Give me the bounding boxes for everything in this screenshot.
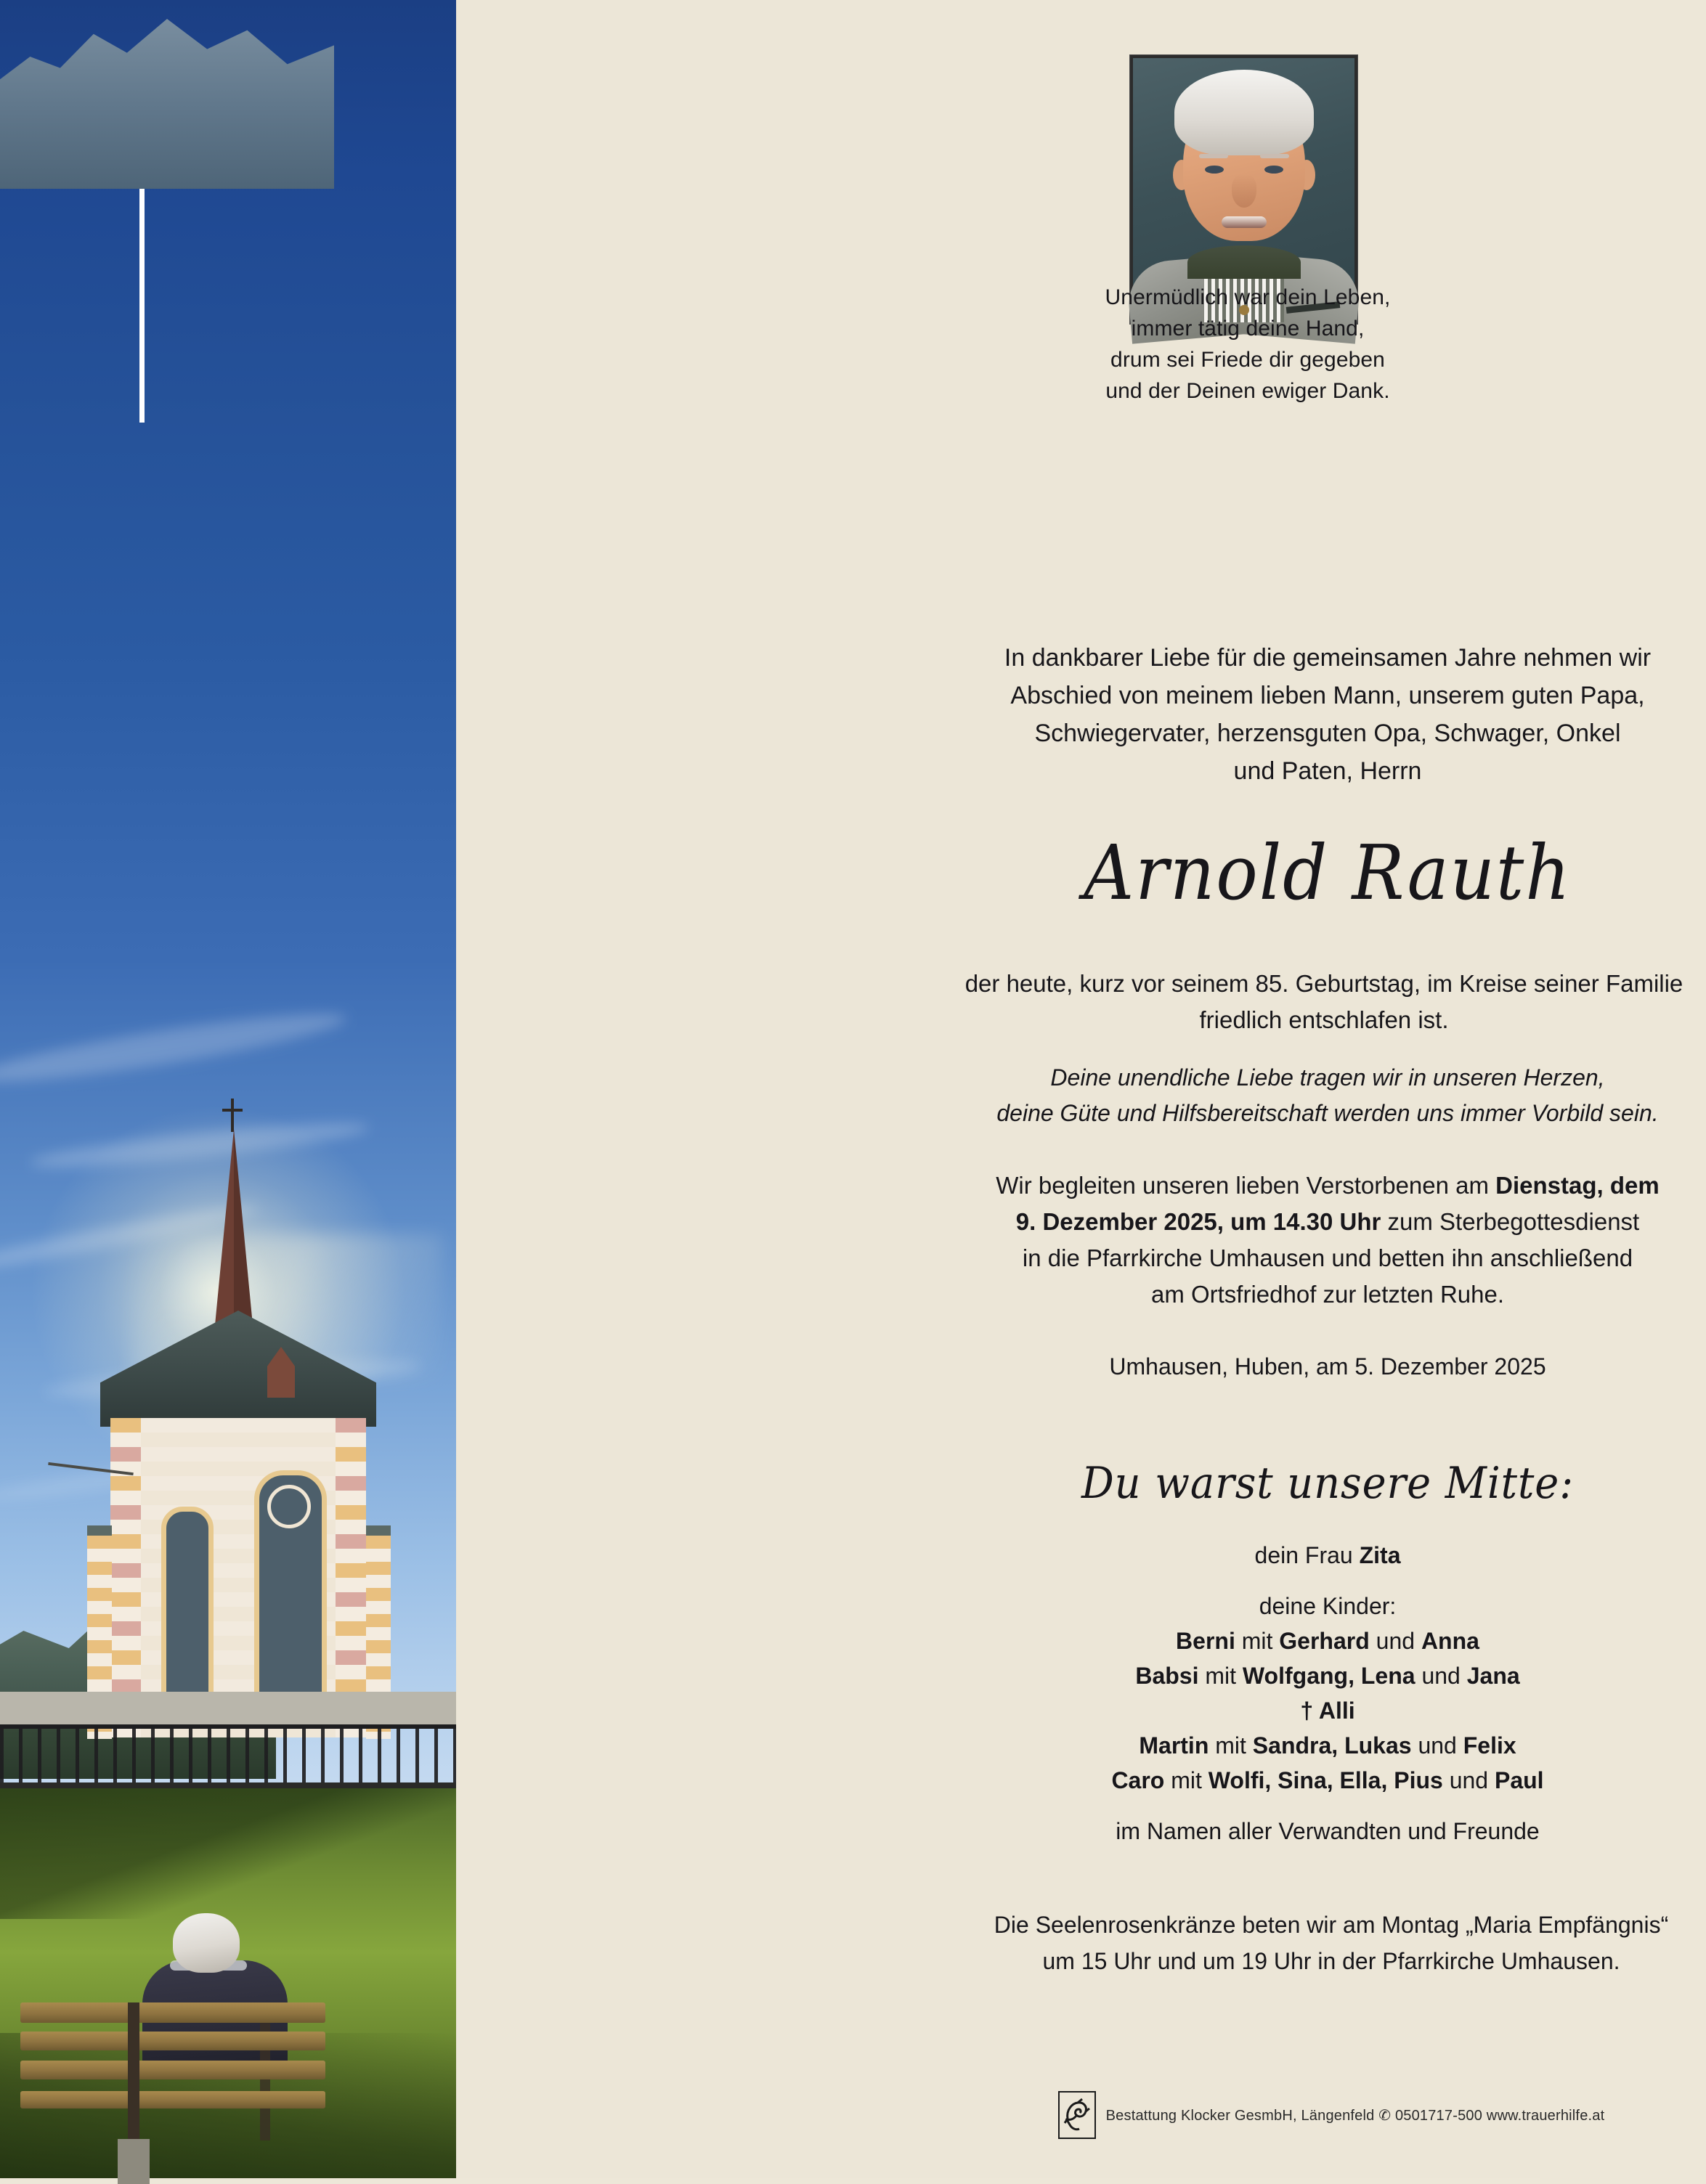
dedication-text (964, 639, 1691, 790)
cemetery-wall (0, 1692, 456, 1727)
dedication-line: Abschied von meinem lieben Mann, unserem guten Papa, (1010, 682, 1645, 709)
relative-name-last: Felix (1463, 1732, 1516, 1759)
dedication-line: und Paten, Herrn (1233, 757, 1422, 785)
funeral-line-1-pre: Wir begleiten unseren lieben Verstorbenen am (996, 1172, 1496, 1199)
funeral-datetime: 9. Dezember 2025, um 14.30 Uhr (1015, 1208, 1381, 1235)
second-verse-line: deine Güte und Hilfsbereitschaft werden uns immer Vorbild sein. (996, 1100, 1659, 1126)
relative-names: Wolfgang, Lena (1242, 1663, 1415, 1689)
child-name: Babsi (1135, 1663, 1199, 1689)
conj-mit: mit (1235, 1628, 1280, 1654)
opening-verse-line: Unermüdlich war dein Leben, (1105, 285, 1391, 309)
wife-name: Zita (1359, 1542, 1401, 1568)
conj-und: und (1369, 1628, 1421, 1654)
fence-rail-top (0, 1724, 456, 1729)
funeral-line-2-post: zum Sterbegottesdienst (1381, 1208, 1640, 1235)
relative-names: Sandra, Lukas (1252, 1732, 1412, 1759)
conj-mit: mit (1209, 1732, 1253, 1759)
child-name: Berni (1176, 1628, 1235, 1654)
fence-rail-bottom (0, 1782, 456, 1788)
conj-und: und (1411, 1732, 1463, 1759)
family-closing: im Namen aller Verwandten und Freunde (1116, 1818, 1540, 1844)
relative-name-last: Jana (1466, 1663, 1520, 1689)
children-label: deine Kinder: (1259, 1593, 1397, 1619)
park-bench (20, 2002, 325, 2177)
family-row (957, 1623, 1698, 1658)
family-row (957, 1658, 1698, 1693)
funeral-line-4: am Ortsfriedhof zur letzten Ruhe. (1150, 1281, 1505, 1308)
conj-und: und (1415, 1663, 1467, 1689)
footer-website: www.trauerhilfe.at (1486, 2107, 1605, 2124)
footer-company: Bestattung Klocker GesmbH, Längenfeld (1105, 2107, 1379, 2124)
deceased-name: Arnold Rauth (1084, 828, 1572, 917)
family-list (957, 1538, 1698, 1849)
place-and-date: Umhausen, Huben, am 5. Dezember 2025 (1109, 1353, 1546, 1380)
sub-name-line: friedlich entschlafen ist. (1199, 1006, 1449, 1033)
sub-name-line: der heute, kurz vor seinem 85. Geburtstag, im Kreise seiner Familie (964, 970, 1683, 997)
wife-label: dein Frau (1254, 1542, 1360, 1568)
opening-verse (1066, 282, 1429, 407)
footer-phone: 0501717-500 (1391, 2107, 1487, 2124)
dedication-line: Schwiegervater, herzensguten Opa, Schwager, Onkel (1034, 720, 1621, 747)
rosary-text (957, 1907, 1705, 1979)
left-photo-panel (0, 0, 456, 2178)
conj-mit: mit (1198, 1663, 1243, 1689)
relative-name-last: Paul (1494, 1767, 1544, 1793)
wife-line (957, 1538, 1698, 1573)
mitte-heading: Du warst unsere Mitte: (1081, 1458, 1574, 1509)
conj-mit: mit (1164, 1767, 1209, 1793)
rose-logo-icon (1058, 2091, 1096, 2139)
funeral-line-1 (964, 1168, 1691, 1204)
relative-names: Wolfi, Sina, Ella, Pius (1208, 1767, 1443, 1793)
second-verse (964, 1060, 1691, 1131)
family-row (957, 1728, 1698, 1763)
funeral-line-3: in die Pfarrkirche Umhausen und betten ihn anschließend (1022, 1244, 1633, 1271)
family-row-deceased (957, 1693, 1698, 1728)
second-verse-line: Deine unendliche Liebe tragen wir in unseren Herzen, (1050, 1064, 1605, 1091)
family-row (957, 1763, 1698, 1798)
deceased-child-name: † Alli (1300, 1698, 1355, 1724)
rosary-line: um 15 Uhr und um 19 Uhr in der Pfarrkirche Umhausen. (1042, 1948, 1620, 1974)
opening-verse-line: und der Deinen ewiger Dank. (1105, 379, 1390, 403)
iron-fence (0, 1724, 456, 1791)
opening-verse-line: drum sei Friede dir gegeben (1110, 348, 1385, 372)
relative-names: Gerhard (1279, 1628, 1370, 1654)
lawn-shadow (0, 1788, 456, 1919)
relative-name-last: Anna (1421, 1628, 1479, 1654)
footer (957, 2091, 1705, 2139)
church-icon (86, 1129, 391, 1782)
telephone-icon: ✆ (1378, 2107, 1392, 2124)
child-name: Caro (1111, 1767, 1165, 1793)
dedication-line: In dankbarer Liebe für die gemeinsamen Jahre nehmen wir (1004, 644, 1652, 672)
seated-man-head (173, 1913, 240, 1973)
conj-und: und (1442, 1767, 1495, 1793)
opening-verse-line: immer tätig deine Hand, (1131, 317, 1365, 341)
content-panel (456, 0, 1683, 2178)
funeral-details (964, 1168, 1691, 1313)
sub-name-text (950, 966, 1698, 1038)
funeral-line-2 (964, 1204, 1691, 1240)
rosary-line: Die Seelenrosenkränze beten wir am Montag „Maria Empfängnis“ (994, 1912, 1669, 1938)
child-name: Martin (1139, 1732, 1209, 1759)
funeral-weekday: Dienstag, dem (1495, 1172, 1660, 1199)
footer-text (1106, 2106, 1605, 2124)
